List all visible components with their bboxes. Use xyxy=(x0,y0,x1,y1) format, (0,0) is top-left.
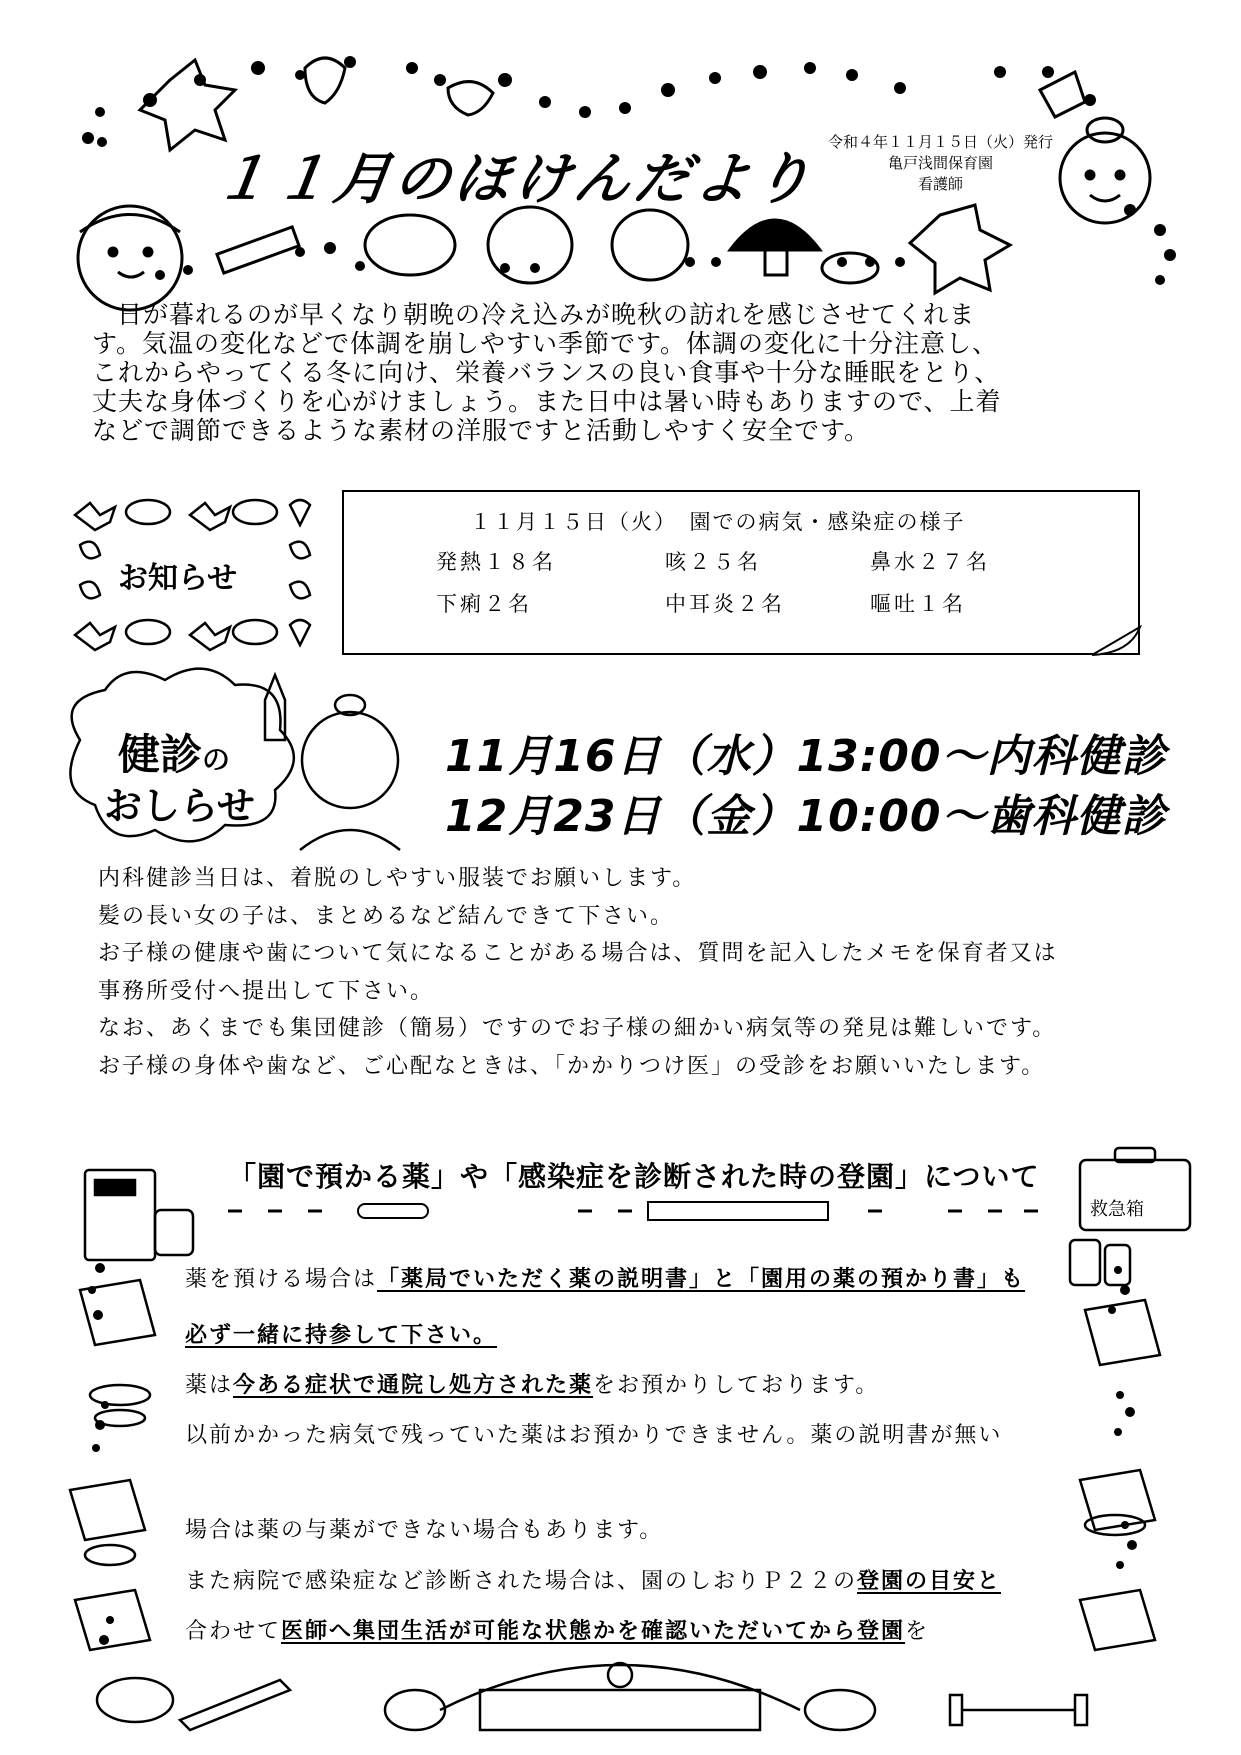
checkup-date: 12月23日（金）10:00～歯科健診 xyxy=(445,791,1167,842)
intro-line: 日が暮れるのが早くなり朝晩の冷え込みが晩秋の訪れを感じさせてくれま xyxy=(117,300,976,329)
first-aid-box-label: 救急箱 xyxy=(1090,1199,1144,1220)
medicine-para: 薬は今ある症状で通院し処方された薬をお預かりしております。 xyxy=(185,1373,880,1398)
medicine-para: 必ず一緒に持参して下さい。 xyxy=(185,1323,498,1348)
checkup-note: 事務所受付へ提出して下さい。 xyxy=(98,978,435,1004)
checkup-label: 健診の xyxy=(118,730,231,779)
checkup-note: なお、あくまでも集団健診（簡易）ですのでお子様の細かい病気等の発見は難しいです。 xyxy=(98,1016,1057,1041)
checkup-note: お子様の身体や歯など、ご心配なときは、「かかりつけ医」の受診をお願いいたします。 xyxy=(98,1053,1046,1079)
issue-date: 令和４年１１月１５日（火）発行 xyxy=(828,133,1054,151)
intro-line: これからやってくる冬に向け、栄養バランスの良い食事や十分な睡眠をとり、 xyxy=(92,358,1001,387)
dashed-divider xyxy=(228,1200,1038,1222)
issue-info xyxy=(828,132,1053,195)
illness-count: 咳２５名 xyxy=(665,550,761,574)
medicine-para: また病院で感染症など診断された場合は、園のしおりＰ２２の登園の目安と xyxy=(185,1569,1002,1594)
checkup-note: 内科健診当日は、着脱のしやすい服装でお願いします。 xyxy=(98,866,697,891)
intro-line: 丈夫な身体づくりを心がけましょう。また日中は暑い時もありますので、上着 xyxy=(92,387,1002,416)
illness-count: 中耳炎２名 xyxy=(665,592,785,616)
medicine-section-title: 「園で預かる薬」や「感染症を診断された時の登園」について xyxy=(228,1160,1040,1193)
checkup-note: 髪の長い女の子は、まとめるなど結んできて下さい。 xyxy=(98,903,675,929)
medicine-para: 場合は薬の与薬ができない場合もあります。 xyxy=(185,1518,664,1543)
intro-line: す。気温の変化などで体調を崩しやすい季節です。体調の変化に十分注意し、 xyxy=(92,329,999,358)
medicine-para: 以前かかった病気で残っていた薬はお預かりできません。薬の説明書が無い xyxy=(185,1423,1003,1448)
page-curl-icon xyxy=(1090,625,1142,657)
notice-label: お知らせ xyxy=(118,561,238,596)
illness-count: 鼻水２７名 xyxy=(870,550,990,574)
checkup-date: 11月16日（水）13:00～内科健診 xyxy=(445,731,1167,782)
illness-count: 発熱１８名 xyxy=(436,550,556,574)
checkup-note: お子様の健康や歯について気になることがある場合は、質問を記入したメモを保育者又は xyxy=(98,941,1058,966)
organization-name: 亀戸浅間保育園 xyxy=(888,154,994,172)
medicine-para: 薬を預ける場合は「薬局でいただく薬の説明書」と「園用の薬の預かり書」も xyxy=(185,1267,1026,1292)
medicine-para: 合わせて医師へ集団生活が可能な状態かを確認いただいてから登園を xyxy=(185,1619,930,1644)
page-title: １１月のほけんだより xyxy=(209,147,819,212)
illness-status-title: １１月１５日（火） 園での病気・感染症の様子 xyxy=(470,510,966,534)
intro-line: などで調節できるような素材の洋服ですと活動しやすく安全です。 xyxy=(92,416,871,445)
intro-paragraph xyxy=(92,300,1152,445)
illness-count: 嘔吐１名 xyxy=(870,592,966,616)
author: 看護師 xyxy=(918,175,964,193)
checkup-label-sub: おしらせ xyxy=(104,784,255,828)
checkup-notes xyxy=(98,860,1178,1085)
illness-count: 下痢２名 xyxy=(436,592,532,616)
